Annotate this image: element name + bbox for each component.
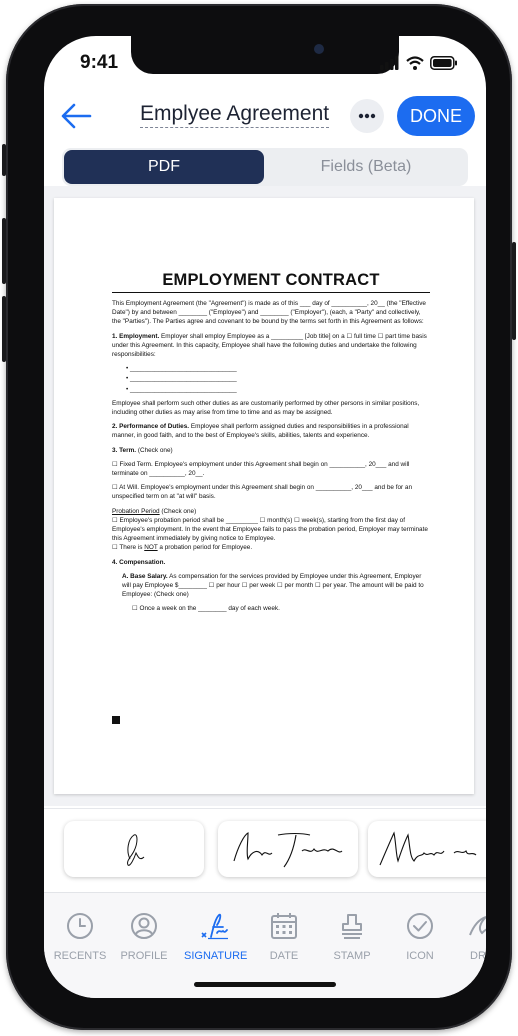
section-performance [112,422,430,440]
signature-card[interactable] [218,821,358,877]
volume-up-button [2,218,6,284]
section-heading: 1. Employment. [112,332,160,340]
stamp-icon [337,911,367,941]
bullet-item: • ______________________________ [126,385,237,393]
subsection-text: As compensation for the services provided by Employee under this Agreement, Employer will pay Employee $________ ☐ per hour ☐ per week ☐ per month ☐ per year. The amount will be paid to Employee: (Check one) [122,572,424,599]
tab-label: DR [470,950,486,962]
tab-label: SIGNATURE [184,950,248,962]
wifi-icon [406,56,424,70]
phone-frame [6,4,512,1030]
battery-icon [430,56,458,70]
calendar-icon [269,911,299,941]
section-text: Employee shall perform assigned duties and responsibilities in a professional manner, in good faith, and to the best of Employee's skills, abilities, talents and experience. [112,423,409,440]
section-note: (Check one) [137,446,173,454]
subsection-heading: A. Base Salary. [122,572,168,580]
back-arrow-icon[interactable] [58,98,94,134]
bookmark-icon [112,716,120,724]
signature-card[interactable] [64,821,204,877]
tab-label: ICON [406,950,434,962]
view-segmented-control [62,148,468,186]
signature-card[interactable] [368,821,486,877]
more-options-button[interactable] [350,99,384,133]
document-title[interactable]: Emplyee Agreement [140,102,329,128]
section-heading: 3. Term. [112,446,137,454]
status-icons [380,56,458,70]
tab-date[interactable] [254,911,314,962]
tab-icon[interactable] [390,911,450,962]
status-time: 9:41 [80,52,119,73]
tab-profile[interactable] [114,911,174,962]
profile-icon [129,911,159,941]
tab-recents[interactable] [50,911,110,962]
bullet-item: • ______________________________ [126,375,237,383]
probation-text-end: a probation period for Employee. [157,544,253,552]
document-content [112,270,430,619]
done-button[interactable]: DONE [397,96,475,136]
tab-label: PROFILE [120,950,168,962]
probation-text: ☐ There is [112,544,145,552]
section-heading: 4. Compensation. [112,558,166,566]
probation-not: NOT [144,544,158,552]
document-page[interactable] [54,198,474,794]
tab-label: DATE [269,950,299,962]
tab-pdf[interactable]: PDF [64,150,264,184]
more-dots-icon [358,113,376,119]
signature-image [218,821,358,877]
volume-down-button [2,296,6,362]
probation-title: Probation Period [112,507,160,515]
header [44,94,486,144]
cellular-signal-icon [380,56,400,70]
probation-option-1: ☐ Employee's probation period shall be _________ ☐ month(s) ☐ week(s), starting from the first day of Employee's employment. In the event that Employee fails to pass the probation period, Employer may terminate this Agreement immediately by giving notice to Employee. [112,516,428,543]
notch [131,36,399,74]
term-fixed-option: ☐ Fixed Term. Employee's employment under this Agreement shall begin on __________, 20___ and will terminate on __________, 20__. [112,460,410,478]
document-viewer[interactable] [44,186,486,806]
tab-stamp[interactable] [322,911,382,962]
bullet-item: • ______________________________ [126,365,237,373]
document-heading: EMPLOYMENT CONTRACT [112,270,430,293]
tab-label: RECENTS [53,950,107,962]
tab-signature[interactable] [184,911,248,962]
signature-image [368,821,486,877]
term-at-will-option: ☐ At Will. Employee's employment under this Agreement shall begin on __________, 20___ and be for an unspecified term on at "at will" basis. [112,484,413,501]
salary-option: ☐ Once a week on the ________ day of each week. [132,605,280,613]
signature-icon [199,911,229,941]
camera-icon [314,44,324,54]
section-heading: 2. Performance of Duties. [112,423,190,431]
intro-paragraph: This Employment Agreement (the "Agreement") is made as of this ___ day of __________, 20__ (the "Effective Date") by and between ________ ("Employee") and ________ ("Employer"), (each, a "Party" and collectively, the "Parties"). The Parties agree and covenant to be bound by the terms set forth in this Agreement as follows: [112,300,426,326]
section-compensation [112,558,430,567]
draw-icon [466,911,486,941]
section-employment [112,332,430,360]
tab-draw[interactable] [452,911,486,962]
tab-label: STAMP [333,950,371,962]
mute-switch [2,144,6,176]
tab-fields-beta[interactable]: Fields (Beta) [320,158,412,175]
home-indicator [194,982,336,987]
clock-icon [65,911,95,941]
base-salary [112,572,430,600]
section-text: Employer shall employ Employee as a _________ [Job title] on a ☐ full time ☐ part time basis under this Agreement. In this capacity, Employee shall have the following duties and undertake the following responsibilities: [112,332,427,359]
probation-option-2 [112,543,430,552]
section-term [112,446,430,455]
signature-image [64,821,204,877]
probation-note: (Check one) [161,507,197,515]
signature-strip[interactable] [44,808,486,893]
check-circle-icon [405,911,435,941]
probation-heading [112,507,430,516]
screen [44,36,486,998]
power-button [512,242,516,340]
duties-paragraph: Employee shall perform such other duties as are customarily performed by other persons in similar positions, including other duties as may arise from time to time and as may be assigned. [112,399,420,417]
